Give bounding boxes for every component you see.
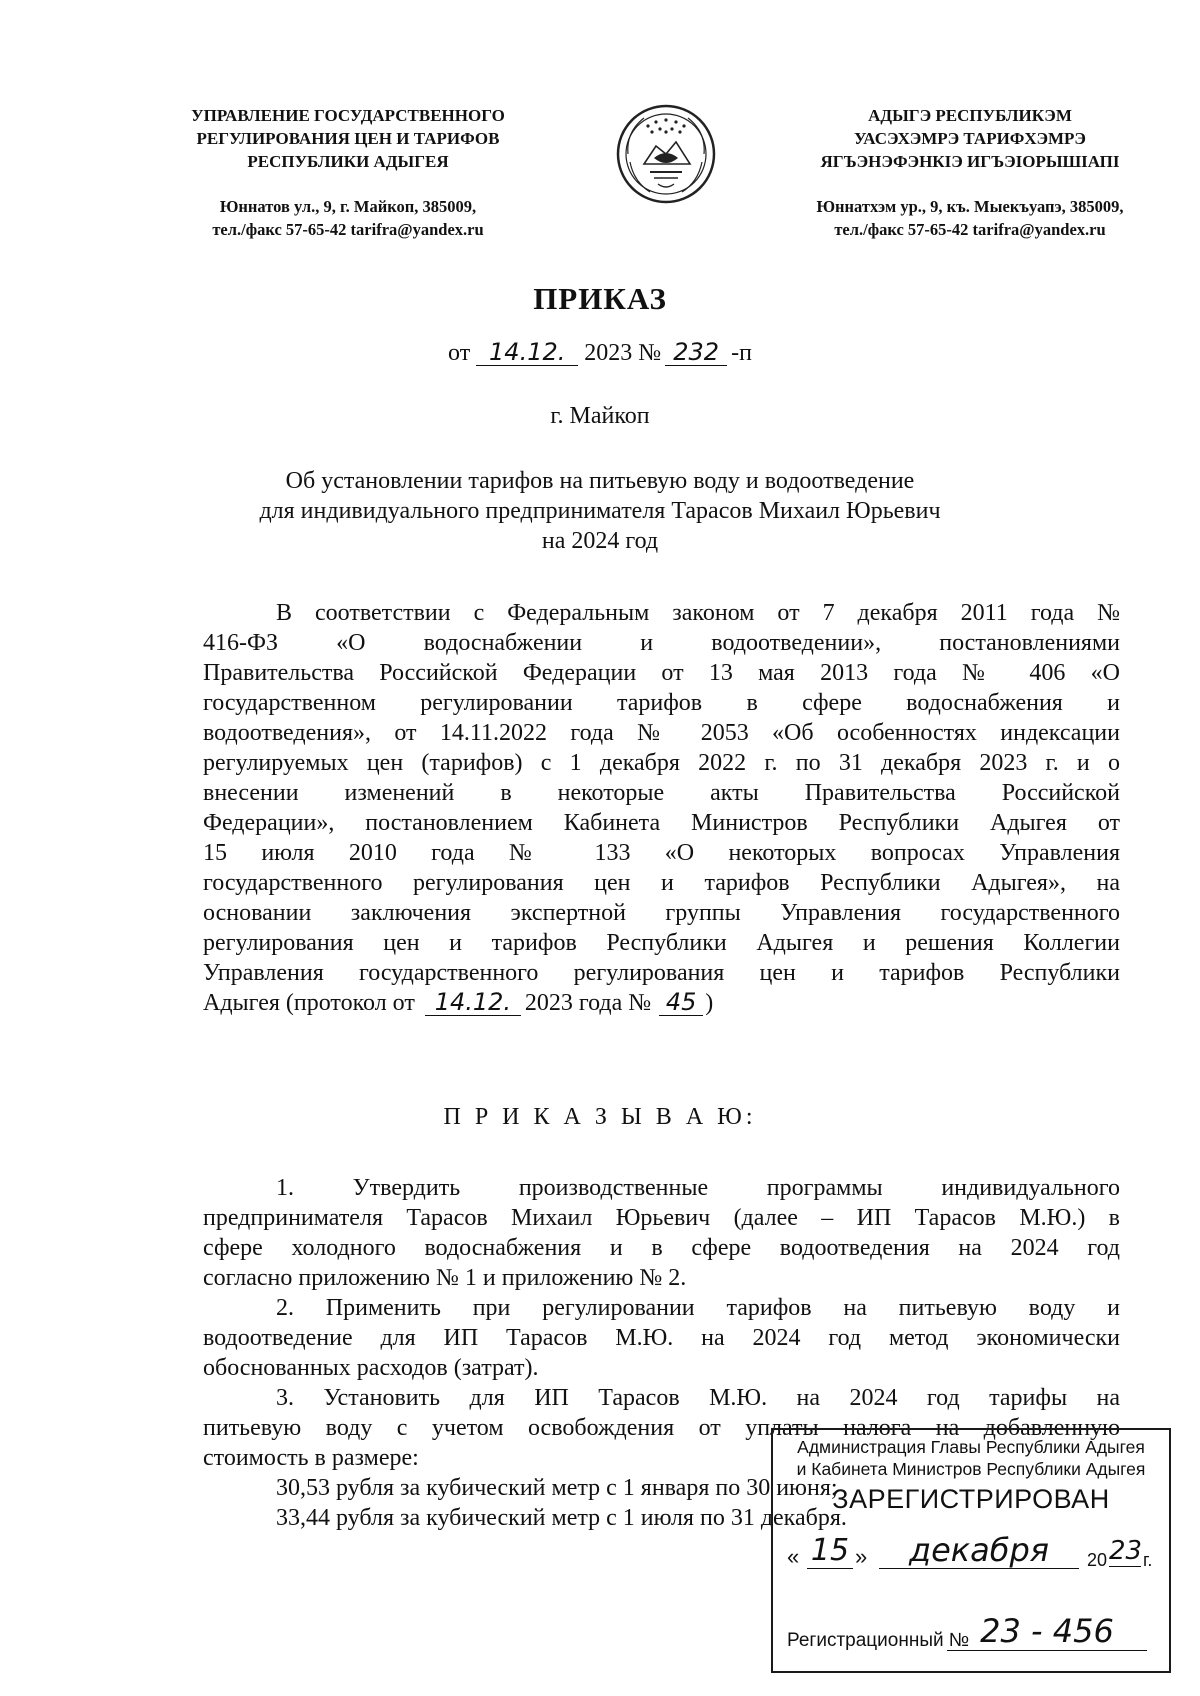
header-right bbox=[770, 104, 1170, 241]
preamble-line: Правительства Российской Федерации от 13 мая 2013 года № 406 «О bbox=[203, 660, 1120, 686]
tariff-line: 30,53 рубля за кубический метр с 1 января по 30 июня; bbox=[276, 1475, 838, 1501]
order-date-handwritten: 14.12. bbox=[476, 339, 578, 366]
preamble-line: В соответствии с Федеральным законом от 7 декабря 2011 года № bbox=[276, 600, 1120, 626]
document-title: ПРИКАЗ bbox=[533, 281, 667, 316]
item-line: предпринимателя Тарасов Михаил Юрьевич (далее – ИП Тарасов М.Ю.) в bbox=[203, 1205, 1120, 1231]
header-left-address bbox=[148, 195, 548, 241]
address-line: Юннатов ул., 9, г. Майкоп, 385009, bbox=[219, 197, 477, 216]
org-line: УАСЭХЭМРЭ ТАРИФХЭМРЭ bbox=[854, 129, 1086, 148]
subject-line: на 2024 год bbox=[541, 528, 659, 554]
preamble-line: основании заключения экспертной группы Управления государственного bbox=[203, 900, 1120, 926]
stamp-reg-label: Регистрационный № bbox=[787, 1630, 970, 1651]
item-line: 2. Применить при регулировании тарифов на питьевую воду и bbox=[276, 1295, 1120, 1321]
stamp-org-line: и Кабинета Министров Республики Адыгея bbox=[796, 1459, 1146, 1479]
org-line: УПРАВЛЕНИЕ ГОСУДАРСТВЕННОГО bbox=[191, 106, 505, 125]
item-line: обоснованных расходов (затрат). bbox=[203, 1355, 539, 1381]
tariff-line: 33,44 рубля за кубический метр с 1 июля по 31 декабря. bbox=[276, 1505, 847, 1531]
stamp-date bbox=[787, 1530, 1159, 1580]
org-line: РЕСПУБЛИКИ АДЫГЕЯ bbox=[247, 152, 449, 171]
stamp-close-quote: » bbox=[855, 1544, 868, 1569]
header-right-address bbox=[770, 195, 1170, 241]
orders-heading: П Р И К А З Ы В А Ю: bbox=[443, 1104, 757, 1130]
stamp-registration-number bbox=[787, 1612, 1159, 1656]
preamble-line: регулирования цен и тарифов Республики Адыгея и решения Коллегии bbox=[203, 930, 1120, 956]
item-line: 1. Утвердить производственные программы индивидуального bbox=[276, 1175, 1120, 1201]
address-line: тел./факс 57-65-42 tarifra@yandex.ru bbox=[834, 220, 1106, 239]
address-line: Юннатхэм ур., 9, къ. Мыекъуапэ, 385009, bbox=[816, 197, 1124, 216]
preamble-line: регулируемых цен (тарифов) с 1 декабря 2022 г. по 31 декабря 2023 г. и о bbox=[203, 750, 1120, 776]
item-line: сфере холодного водоснабжения и в сфере водоотведения на 2024 год bbox=[203, 1235, 1120, 1261]
address-line: тел./факс 57-65-42 tarifra@yandex.ru bbox=[212, 220, 484, 239]
registration-stamp bbox=[771, 1428, 1171, 1673]
order-year: 2023 № bbox=[584, 340, 662, 366]
preamble-line: государственном регулировании тарифов в сфере водоснабжения и bbox=[203, 690, 1120, 716]
protocol-middle: 2023 года № bbox=[524, 990, 652, 1016]
stamp-reg-number-handwritten: 23 - 456 bbox=[947, 1612, 1147, 1651]
preamble-line: внесении изменений в некоторые акты Правительства Российской bbox=[203, 780, 1120, 806]
header-right-org bbox=[770, 104, 1170, 173]
item-line: стоимость в размере: bbox=[203, 1445, 419, 1471]
stamp-open-quote: « bbox=[787, 1544, 800, 1569]
stamp-registered: ЗАРЕГИСТРИРОВАН bbox=[832, 1484, 1110, 1514]
preamble-line: 15 июля 2010 года № 133 «О некоторых вопросах Управления bbox=[203, 840, 1120, 866]
subject-line: для индивидуального предпринимателя Тарасов Михаил Юрьевич bbox=[259, 498, 941, 524]
order-number-handwritten: 232 bbox=[665, 339, 727, 366]
preamble-line: Управления государственного регулирования цен и тарифов Республики bbox=[203, 960, 1120, 986]
protocol-suffix: ) bbox=[705, 990, 714, 1016]
preamble-last-line bbox=[203, 988, 1120, 1018]
item-line: питьевую воду с учетом освобождения от уплаты налога на добавленную bbox=[203, 1415, 1120, 1441]
preamble-line: Федерации», постановлением Кабинета Министров Республики Адыгея от bbox=[203, 810, 1120, 836]
stamp-org-line: Администрация Главы Республики Адыгея bbox=[797, 1437, 1145, 1457]
protocol-prefix: Адыгея (протокол от bbox=[203, 990, 415, 1016]
order-suffix: -п bbox=[731, 340, 752, 366]
preamble-line: государственного регулирования цен и тарифов Республики Адыгея», на bbox=[203, 870, 1120, 896]
order-number-line bbox=[0, 339, 1200, 367]
org-line: АДЫГЭ РЕСПУБЛИКЭМ bbox=[868, 106, 1072, 125]
preamble-line: 416-ФЗ «О водоснабжении и водоотведении», постановлениями bbox=[203, 630, 1120, 656]
order-subject bbox=[200, 466, 1000, 556]
stamp-year-prefix: 20 bbox=[1087, 1550, 1108, 1570]
protocol-number-handwritten: 45 bbox=[659, 989, 703, 1016]
item-1 bbox=[203, 1173, 1120, 1293]
city: г. Майкоп bbox=[550, 403, 650, 429]
org-line: ЯГЪЭНЭФЭНКIЭ ИГЪЭIОРЫШIАПI bbox=[820, 152, 1120, 171]
item-line: водоотведение для ИП Тарасов М.Ю. на 2024 год метод экономически bbox=[203, 1325, 1120, 1351]
stamp-day-handwritten: 15 bbox=[807, 1534, 853, 1569]
header-left bbox=[148, 104, 548, 241]
order-prefix: от bbox=[448, 340, 471, 366]
subject-line: Об установлении тарифов на питьевую воду и водоотведение bbox=[285, 468, 915, 494]
header-left-org bbox=[148, 104, 548, 173]
org-line: РЕГУЛИРОВАНИЯ ЦЕН И ТАРИФОВ bbox=[196, 129, 500, 148]
item-2 bbox=[203, 1293, 1120, 1383]
item-line: согласно приложению № 1 и приложению № 2. bbox=[203, 1265, 687, 1291]
protocol-date-handwritten: 14.12. bbox=[425, 989, 521, 1016]
coat-of-arms-icon bbox=[614, 102, 718, 206]
stamp-year-handwritten: 23 bbox=[1109, 1536, 1143, 1566]
preamble-paragraph bbox=[203, 598, 1120, 1018]
preamble-line: водоотведения», от 14.11.2022 года № 2053 «Об особенностях индексации bbox=[203, 720, 1120, 746]
stamp-org bbox=[773, 1436, 1169, 1480]
stamp-month-handwritten: декабря bbox=[879, 1532, 1079, 1569]
item-line: 3. Установить для ИП Тарасов М.Ю. на 2024 год тарифы на bbox=[276, 1385, 1120, 1411]
stamp-year-suffix: г. bbox=[1143, 1550, 1153, 1570]
